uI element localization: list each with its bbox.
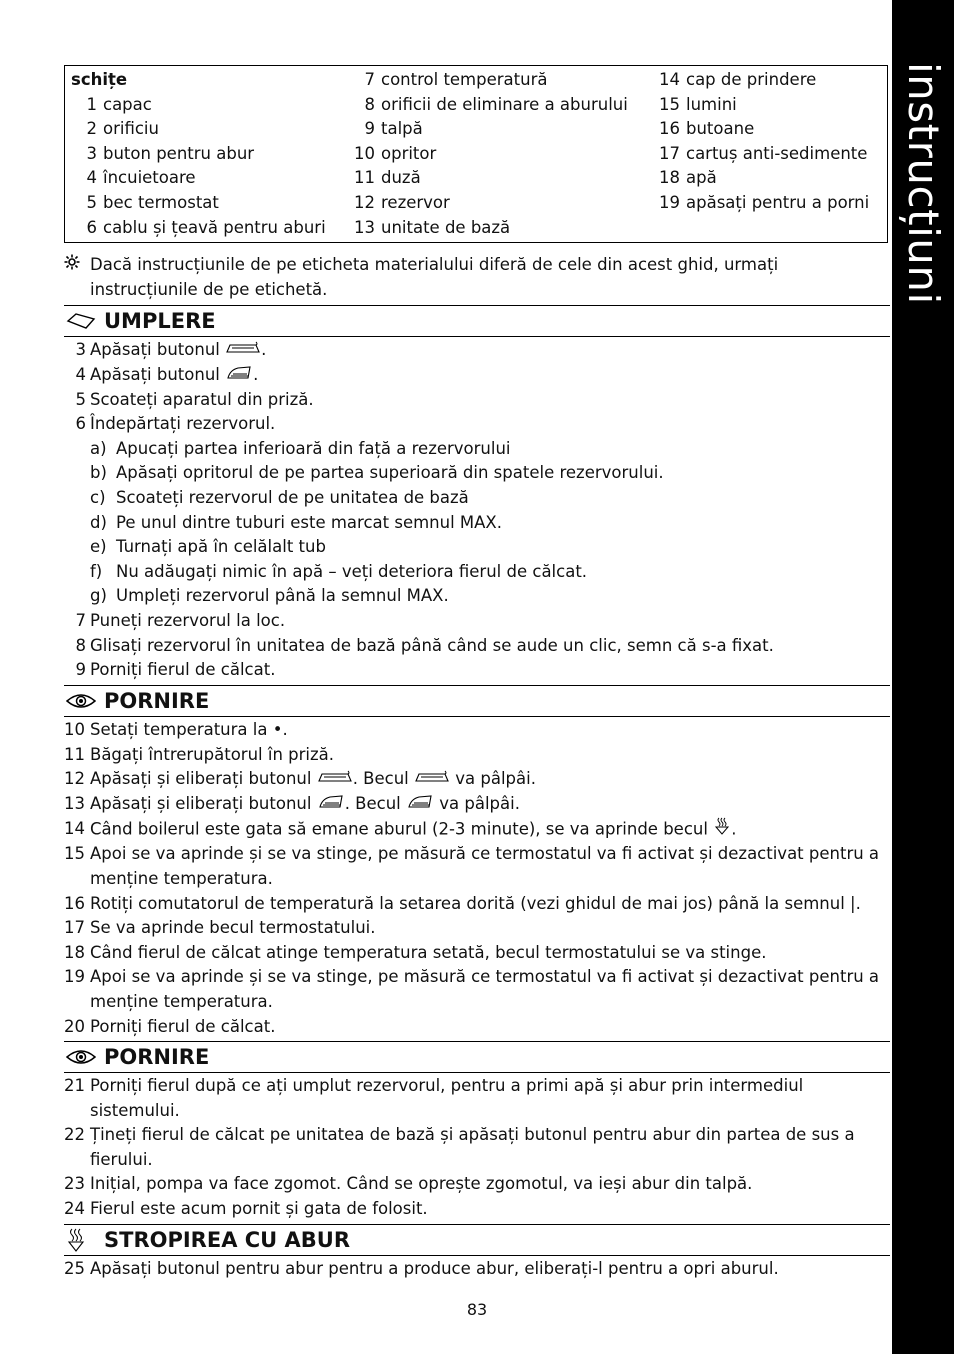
part-item [654, 166, 869, 191]
section-pornire-2 [64, 1041, 890, 1222]
list-item [64, 916, 890, 941]
list-item [64, 388, 890, 413]
sub-text: Apăsați opritorul de pe partea superioară din spatele rezervorului. [116, 463, 664, 483]
step-text: Apăsați butonul [90, 364, 226, 384]
section-header [64, 1041, 890, 1073]
step-number: 3 [75, 340, 86, 359]
list-item [64, 1123, 890, 1172]
part-label: talpă [381, 119, 423, 139]
part-number: 4 [86, 168, 97, 188]
part-label: cablu și țeavă pentru aburi [103, 217, 326, 237]
step-number: 20 [64, 1016, 85, 1036]
step-number: 9 [75, 660, 86, 680]
step-text: Apăsați și eliberați butonul [90, 793, 317, 813]
step-text: Când fierul de călcat atinge temperatura setată, becul termostatului se va stinge. [90, 942, 767, 962]
part-item [349, 142, 628, 167]
part-item [71, 117, 326, 142]
part-number: 7 [364, 70, 375, 89]
part-item [654, 117, 869, 142]
part-number: 1 [86, 94, 97, 114]
list-item [64, 817, 890, 843]
step-text: Apoi se va aprinde și se va stinge, pe măsură ce termostatul va fi activat și dezactivat pentru a menține temperatura. [90, 844, 880, 888]
eye-icon [64, 1048, 104, 1066]
steam-button-icon [318, 767, 352, 792]
part-item [71, 166, 326, 191]
step-text: Băgați întrerupătorul în priză. [90, 744, 335, 764]
step-number: 24 [64, 1198, 85, 1218]
part-item [349, 93, 628, 118]
part-label: încuietoare [103, 168, 196, 188]
list-item [64, 965, 890, 1014]
part-item [349, 191, 628, 216]
list-item [64, 792, 890, 817]
parts-title: schițe [71, 70, 128, 89]
part-item [349, 68, 628, 93]
sub-item [64, 486, 890, 511]
list-item [64, 1015, 890, 1040]
iron-button-icon [318, 792, 344, 817]
part-label: control temperatură [381, 70, 548, 89]
step-text: Apăsați și eliberați butonul [90, 769, 317, 789]
side-tab-label: instrucțiuni [899, 62, 948, 305]
part-number: 16 [659, 119, 680, 139]
sub-text: Pe unul dintre tuburi este marcat semnul MAX. [116, 512, 502, 532]
sub-item [64, 511, 890, 536]
list-item [64, 892, 890, 917]
step-text: va pâlpâi. [434, 793, 520, 813]
part-label: orificiu [103, 119, 159, 139]
part-item [654, 93, 869, 118]
list-item [64, 1172, 890, 1197]
list-item [64, 1074, 890, 1123]
section-header [64, 305, 890, 337]
part-number: 5 [86, 192, 97, 212]
sub-letter: e) [90, 537, 107, 557]
steam-ready-icon [714, 817, 730, 843]
section-title: UMPLERE [104, 308, 216, 333]
section-pornire [64, 685, 890, 1039]
part-item [654, 191, 869, 216]
step-text: Se va aprinde becul termostatului. [90, 918, 376, 938]
side-tab [892, 0, 954, 1354]
sub-letter: b) [90, 463, 107, 483]
sub-text: Apucați partea inferioară din față a rezervorului [116, 438, 511, 458]
part-item [71, 142, 326, 167]
list-item [64, 412, 890, 437]
steam-light-icon [415, 767, 449, 792]
step-text: Când boilerul este gata să emane aburul (2-3 minute), se va aprinde becul [90, 819, 714, 839]
part-item [71, 93, 326, 118]
step-text: Porniți fierul de călcat. [90, 660, 276, 680]
tray-icon [64, 311, 104, 331]
part-item [654, 68, 869, 93]
part-item [349, 117, 628, 142]
part-number: 2 [86, 119, 97, 139]
iron-button-icon [226, 363, 252, 388]
part-label: apă [686, 168, 717, 188]
step-text: Apăsați butonul pentru abur pentru a produce abur, eliberați-l pentru a opri aburul. [90, 1259, 779, 1278]
part-item [349, 166, 628, 191]
sub-letter: c) [90, 487, 106, 507]
steam-icon [64, 1228, 104, 1252]
list-item [64, 609, 890, 634]
step-text: Puneți rezervorul la loc. [90, 610, 286, 630]
part-label: opritor [381, 143, 437, 163]
sub-text: Umpleți rezervorul până la semnul MAX. [116, 586, 449, 606]
section-umplere [64, 305, 890, 683]
list-item [64, 842, 890, 891]
part-label: rezervor [381, 192, 450, 212]
section-title: STROPIREA CU ABUR [104, 1227, 351, 1252]
part-label: lumini [686, 94, 737, 114]
part-label: apăsați pentru a porni [686, 192, 870, 212]
section-stropire [64, 1224, 890, 1282]
parts-column-1 [71, 68, 326, 240]
sub-item [64, 560, 890, 585]
step-number: 22 [64, 1125, 85, 1145]
step-text: Porniți fierul de călcat. [90, 1016, 276, 1036]
sub-item [64, 461, 890, 486]
step-text: . [731, 819, 737, 839]
part-number: 13 [354, 217, 375, 237]
step-number: 18 [64, 942, 85, 962]
list-item [64, 718, 890, 743]
sub-item [64, 535, 890, 560]
part-number: 12 [354, 192, 375, 212]
step-number: 4 [75, 364, 86, 384]
list-item [64, 1257, 890, 1282]
sub-letter: d) [90, 512, 107, 532]
step-text: Inițial, pompa va face zgomot. Când se oprește zgomotul, va ieși abur din talpă. [90, 1174, 753, 1194]
part-label: orificii de eliminare a aburului [381, 94, 628, 114]
parts-column-3 [654, 68, 869, 216]
step-number: 7 [75, 610, 86, 630]
part-number: 8 [364, 94, 375, 114]
page-number: 83 [466, 1300, 488, 1319]
part-number: 3 [86, 143, 97, 163]
step-number: 17 [64, 918, 85, 938]
part-label: capac [103, 94, 152, 114]
step-text: Apoi se va aprinde și se va stinge, pe măsură ce termostatul va fi activat și dezactivat pentru a menține temperatura. [90, 967, 880, 1011]
step-number: 6 [75, 414, 86, 434]
part-number: 10 [354, 143, 375, 163]
step-text: va pâlpâi. [450, 769, 536, 789]
sub-letter: a) [90, 438, 107, 458]
sub-text: Scoateți rezervorul de pe unitatea de bază [116, 487, 469, 507]
step-text: Scoateți aparatul din priză. [90, 389, 314, 409]
eye-icon [64, 692, 104, 710]
list-item [64, 338, 890, 363]
part-item [71, 216, 326, 241]
steam-button-icon [226, 338, 260, 363]
section-header [64, 685, 890, 717]
step-number: 23 [64, 1174, 85, 1194]
list-item [64, 634, 890, 659]
part-label: cartuș anti-sedimente [686, 143, 868, 163]
section-header [64, 1224, 890, 1256]
step-number: 25 [64, 1259, 85, 1278]
step-text: Setați temperatura la •. [90, 720, 288, 739]
step-text: . [261, 340, 267, 359]
step-text: Glisați rezervorul în unitatea de bază până când se aude un clic, semn că s-a fixat. [90, 635, 774, 655]
step-number: 12 [64, 769, 85, 789]
part-number: 11 [354, 168, 375, 188]
part-item [654, 142, 869, 167]
step-text: . Becul [344, 793, 407, 813]
part-label: cap de prindere [686, 70, 817, 89]
sun-icon [64, 253, 90, 302]
part-number: 9 [364, 119, 375, 139]
step-number: 16 [64, 893, 85, 913]
note-text: Dacă instrucțiunile de pe eticheta materialului diferă de cele din acest ghid, urmați instrucțiunile de pe etichetă. [90, 255, 779, 299]
part-number: 18 [659, 168, 680, 188]
parts-column-2 [349, 68, 628, 240]
part-label: bec termostat [103, 192, 219, 212]
label-note [64, 253, 864, 302]
parts-list-box [64, 65, 888, 243]
section-title: PORNIRE [104, 1044, 210, 1069]
list-item [64, 363, 890, 388]
part-item [71, 191, 326, 216]
step-number: 14 [64, 818, 85, 838]
part-item [349, 216, 628, 241]
step-number: 21 [64, 1076, 85, 1095]
part-number: 6 [86, 217, 97, 237]
part-number: 17 [659, 143, 680, 163]
sub-letter: g) [90, 586, 107, 606]
step-text: Apăsați butonul [90, 340, 226, 359]
list-item [64, 941, 890, 966]
step-number: 15 [64, 844, 85, 864]
sub-letter: f) [90, 561, 103, 581]
part-label: unitate de bază [381, 217, 511, 237]
part-number: 19 [659, 192, 680, 212]
part-number: 14 [659, 70, 680, 89]
step-number: 5 [75, 389, 86, 409]
step-text: Țineți fierul de călcat pe unitatea de bază și apăsați butonul pentru abur din partea de sus a fierului. [90, 1125, 855, 1169]
part-number: 15 [659, 94, 680, 114]
list-item [64, 1197, 890, 1222]
part-label: butoane [686, 119, 755, 139]
step-number: 8 [75, 635, 86, 655]
sub-item [64, 437, 890, 462]
sub-item [64, 584, 890, 609]
sub-text: Nu adăugați nimic în apă – veți deteriora fierul de călcat. [116, 561, 588, 581]
list-item [64, 767, 890, 792]
step-text: Porniți fierul după ce ați umplut rezervorul, pentru a primi apă și abur prin intermediul sistemului. [90, 1076, 804, 1120]
iron-light-icon [407, 792, 433, 817]
step-number: 11 [64, 744, 85, 764]
step-text: . [253, 364, 259, 384]
section-title: PORNIRE [104, 688, 210, 713]
sub-text: Turnați apă în celălalt tub [116, 537, 326, 557]
step-number: 19 [64, 967, 85, 987]
part-label: buton pentru abur [103, 143, 255, 163]
step-text: Fierul este acum pornit și gata de folosit. [90, 1198, 428, 1218]
list-item [64, 743, 890, 768]
step-number: 10 [64, 720, 85, 739]
step-number: 13 [64, 793, 85, 813]
step-text: Îndepărtați rezervorul. [90, 414, 276, 434]
list-item [64, 658, 890, 683]
part-label: duză [381, 168, 421, 188]
step-text: Rotiți comutatorul de temperatură la setarea dorită (vezi ghidul de mai jos) până la semnul |. [90, 893, 861, 913]
step-text: . Becul [352, 769, 415, 789]
